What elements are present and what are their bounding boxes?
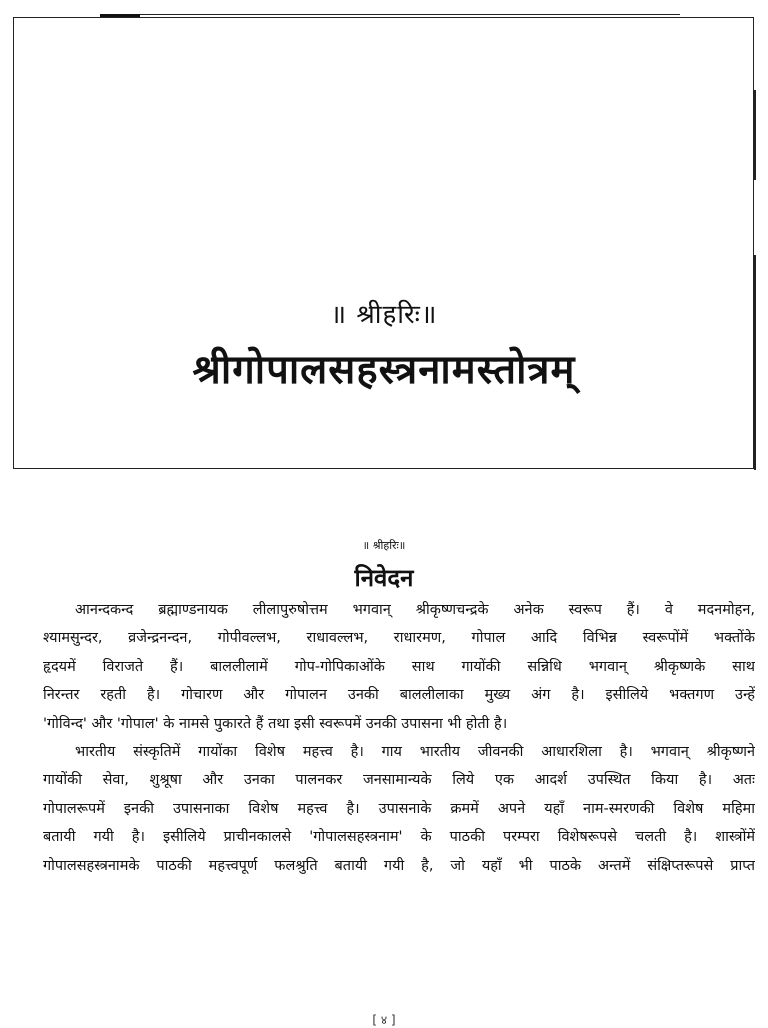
scan-edge-line [100, 14, 680, 15]
text-line: आनन्दकन्द ब्रह्माण्डनायक लीलापुरुषोत्तम भगवान् श्रीकृष्णचन्द्रके अनेक स्वरूप हैं। वे मदनमोहन, [75, 602, 755, 618]
text-line: गोपालरूपमें इनकी उपासनाका विशेष महत्त्व है। उपासनाके क्रममें अपने यहाँ नाम-स्मरणकी विशेष महिमा [43, 800, 755, 817]
paragraph-1 [43, 596, 755, 738]
text-line: निरन्तर रहती है। गोचारण और गोपालन उनकी बाललीलाका मुख्य अंग है। इसीलिये भक्तगण उन्हें [43, 687, 755, 704]
page-heading: निवेदन [354, 564, 414, 592]
text-line: बतायी गयी है। इसीलिये प्राचीनकालसे 'गोपालसहस्त्रनाम' के पाठकी परम्परा विशेषरूपसे चलती है। शास्त्रोंमें [43, 829, 755, 846]
page-number: [ ४ ] [372, 1013, 396, 1027]
cover-title: श्रीगोपालसहस्त्रनामस्तोत्रम् [192, 347, 576, 393]
text-line: श्यामसुन्दर, व्रजेन्द्रनन्दन, गोपीवल्लभ, राधावल्लभ, राधारमण, गोपाल आदि विभिन्न स्वरूपोंमें भक्तोंके [43, 630, 755, 647]
text-line: 'गोविन्द' और 'गोपाल' के नामसे पुकारते हैं तथा इसी स्वरूपमें उनकी उपासना भी होती है। [43, 715, 508, 732]
cover-invocation: ॥ श्रीहरिः॥ [330, 300, 438, 330]
cover-panel [13, 17, 754, 469]
text-line: हृदयमें विराजते हैं। बाललीलामें गोप-गोपिकाओंके साथ गायोंकी सन्निधि भगवान् श्रीकृष्णके साथ [43, 658, 755, 675]
paragraph-2 [43, 738, 755, 880]
text-line: गोपालसहस्त्रनामके पाठकी महत्त्वपूर्ण फलश्रुति बतायी गयी है, जो यहाँ भी पाठके अन्तमें संक्षिप्तरूपसे प्राप्त [43, 857, 755, 874]
text-line: भारतीय संस्कृतिमें गायोंका विशेष महत्त्व है। गाय भारतीय जीवनकी आधारशिला है। भगवान् श्रीकृष्णने [75, 743, 755, 760]
text-line: गायोंकी सेवा, शुश्रूषा और उनका पालनकर जनसामान्यके लिये एक आदर्श उपस्थित किया है। अतः [43, 772, 755, 789]
page-invocation: ॥ श्रीहरिः॥ [362, 539, 406, 552]
body-text [43, 596, 755, 880]
scan-edge-mark [754, 90, 756, 180]
